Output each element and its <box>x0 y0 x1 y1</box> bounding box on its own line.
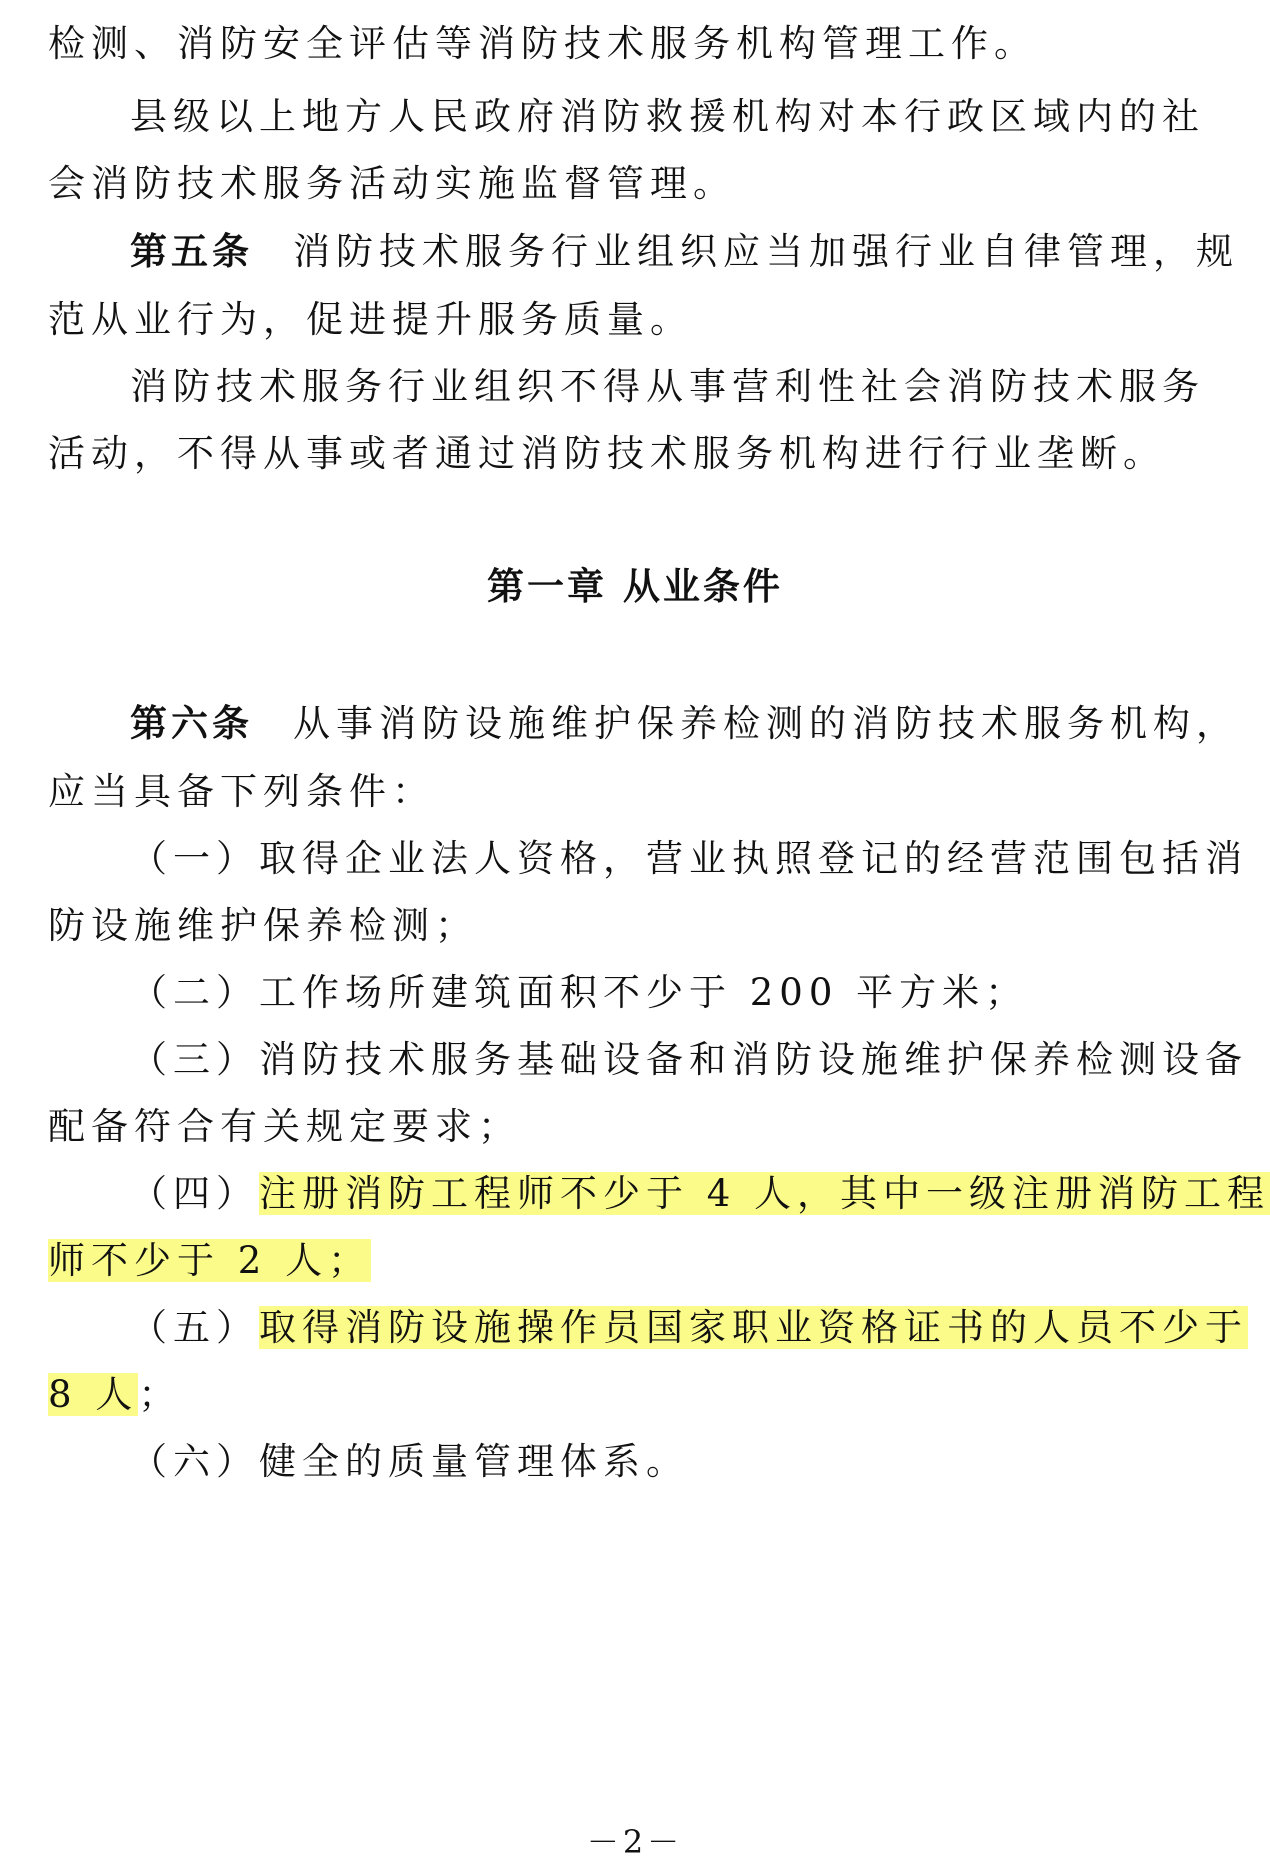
list-item <box>130 1306 1248 1350</box>
highlighted-text: 注册消防工程师不少于 4 人，其中一级注册消防工程 <box>259 1172 1270 1215</box>
paragraph-line: 会消防技术服务活动实施监督管理。 <box>48 162 736 205</box>
highlighted-text: 8 人 <box>48 1373 139 1416</box>
list-item: （六）健全的质量管理体系。 <box>130 1440 689 1483</box>
item-tail: ； <box>138 1373 182 1416</box>
paragraph-line: 范从业行为，促进提升服务质量。 <box>48 298 693 341</box>
page-number: －2－ <box>586 1823 684 1861</box>
article-label: 第五条 <box>130 230 253 273</box>
highlighted-text: 师不少于 2 人； <box>48 1239 372 1282</box>
list-item: （一）取得企业法人资格，营业执照登记的经营范围包括消 <box>130 837 1248 880</box>
paragraph-line: 活动，不得从事或者通过消防技术服务机构进行行业垄断。 <box>48 432 1166 475</box>
paragraph-line: 县级以上地方人民政府消防救援机构对本行政区域内的社 <box>130 95 1205 138</box>
list-item <box>130 1172 1270 1216</box>
list-item-cont <box>48 1239 1208 1283</box>
item-prefix: （四） <box>130 1172 259 1215</box>
article-label: 第六条 <box>130 702 253 745</box>
highlighted-text: 取得消防设施操作员国家职业资格证书的人员不少于 <box>259 1306 1248 1349</box>
article-text: 消防技术服务行业组织应当加强行业自律管理，规 <box>293 230 1239 273</box>
list-item: （二）工作场所建筑面积不少于 200 平方米； <box>130 971 1029 1014</box>
paragraph-line: 消防技术服务行业组织不得从事营利性社会消防技术服务 <box>130 365 1205 408</box>
item-prefix: （五） <box>130 1306 259 1349</box>
paragraph-line: 检测、消防安全评估等消防技术服务机构管理工作。 <box>48 22 1037 65</box>
list-item: （三）消防技术服务基础设备和消防设施维护保养检测设备 <box>130 1038 1248 1081</box>
list-item-cont: 配备符合有关规定要求； <box>48 1105 521 1148</box>
article-text: 从事消防设施维护保养检测的消防技术服务机构， <box>293 702 1239 745</box>
article-5-line <box>130 230 1239 274</box>
paragraph-line: 应当具备下列条件： <box>48 770 435 813</box>
list-item-cont: 防设施维护保养检测； <box>48 904 478 947</box>
chapter-heading: 第一章 从业条件 <box>487 565 783 608</box>
article-6-line <box>130 702 1239 746</box>
list-item-cont <box>48 1373 1208 1417</box>
